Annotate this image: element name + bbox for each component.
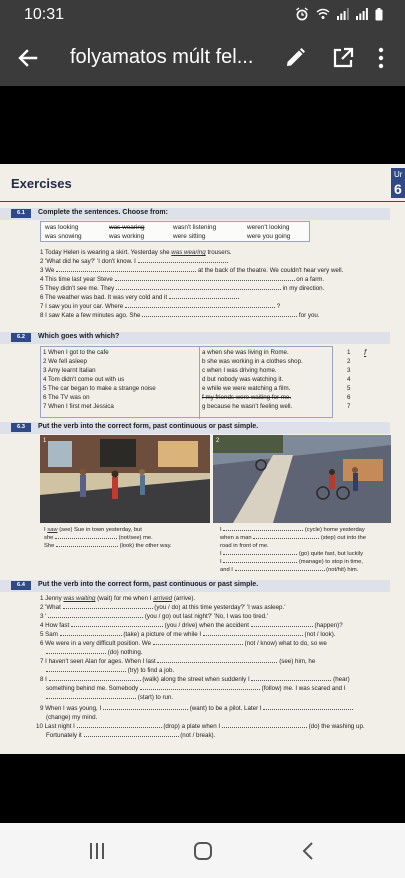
section-title: Which goes with which? [38, 333, 120, 340]
picture-number: 1 [43, 438, 47, 444]
file-title: folyamatos múlt fel... [70, 46, 254, 68]
home-icon[interactable] [192, 840, 214, 862]
line-text: (hear) [333, 676, 350, 683]
exercise-line [46, 685, 346, 692]
section-6-1-header [11, 209, 391, 219]
line-text: 8 I saw Kate a few minutes ago. She [40, 312, 141, 319]
section-6-2-header [11, 333, 391, 343]
exercise-line [40, 640, 327, 647]
line-text: 4 How fast [40, 622, 70, 629]
answer-number: 1 [347, 349, 351, 356]
unit-number: 6 [394, 181, 402, 197]
answer-blank [125, 307, 275, 308]
line-text: (see) him, he [279, 658, 316, 665]
match-left-item: 6 The TV was on [43, 394, 90, 401]
line-text: (take) a picture of me while I [123, 631, 202, 638]
line-text: at the back of the theatre. We couldn't hear very well. [197, 267, 344, 274]
unit-label: Ur [394, 170, 403, 179]
line-text: (happen)? [314, 622, 343, 629]
answer-blank [46, 671, 126, 672]
match-right-item: e while we were watching a film. [202, 385, 291, 392]
exercise-line [40, 595, 195, 602]
handwritten-answer: saw [47, 527, 58, 533]
line-text: 1 Today Helen is wearing a skirt. Yesterday she [40, 249, 170, 256]
answer-blank [142, 316, 297, 317]
handwritten-answer: f [364, 348, 367, 357]
section-title: Put the verb into the correct form, past continuous or past simple. [38, 423, 259, 430]
nav-back-icon[interactable] [298, 840, 320, 862]
exercise-line [46, 694, 173, 701]
caption-text: (not/hit) him. [326, 567, 359, 573]
match-left-item: 3 Amy learnt Italian [43, 367, 96, 374]
line-text: on a farm. [296, 276, 325, 283]
line-text: 7 I saw you in your car. Where [40, 303, 124, 310]
caption-text: and I [220, 567, 233, 573]
line-text: 3 ' [40, 613, 47, 620]
answer-blank [56, 271, 196, 272]
line-text: 5 Sam [40, 631, 58, 638]
caption-text: She [44, 543, 55, 549]
street-illustration-1 [40, 435, 210, 523]
section-6-4-header [11, 581, 391, 591]
caption-text: I [44, 527, 46, 533]
line-text: (drop) a plate when I [163, 723, 221, 730]
match-left-item: 1 When I got to the cafe [43, 349, 109, 356]
exercise-line [40, 276, 324, 283]
answer-blank [157, 662, 277, 663]
exercise-line [46, 649, 142, 656]
section-badge: 6.3 [11, 423, 31, 432]
answer-blank [235, 570, 325, 571]
exercise-line [40, 303, 280, 310]
answer-blank [223, 554, 297, 555]
line-text: (not / know) what to do, so we [244, 640, 327, 647]
exercise-line [46, 714, 97, 721]
recents-icon[interactable] [86, 840, 108, 862]
match-right-item: c when I was driving home. [202, 367, 277, 374]
pencil-icon[interactable] [283, 46, 307, 70]
column-divider [199, 347, 200, 419]
answer-blank [103, 709, 188, 710]
choice-item: were sitting [173, 233, 206, 240]
line-text: something behind me. Somebody [46, 685, 139, 692]
exercise-line [40, 658, 315, 665]
line-text: (you / go) out last night?' 'No, I was too tired.' [144, 613, 269, 620]
match-right-item: b she was working in a clothes shop. [202, 358, 303, 365]
line-text: (do) the washing up. [308, 723, 365, 730]
answer-blank [63, 608, 153, 609]
handwritten-answer: was waiting [63, 595, 96, 602]
answer-blank [223, 562, 297, 563]
match-left-item: 7 When I first met Jessica [43, 403, 114, 410]
line-text: 4 This time last year Steve [40, 276, 113, 283]
answer-number: 2 [347, 358, 351, 365]
match-left-item: 5 The car began to make a strange noise [43, 385, 156, 392]
answer-blank [251, 680, 331, 681]
line-text: (wait) for me when I [97, 595, 152, 602]
caption-text: (look) the other way. [119, 543, 172, 549]
answer-blank [263, 709, 353, 710]
answer-blank [251, 626, 313, 627]
page-heading: Exercises [11, 176, 72, 191]
line-text: Fortunately it [46, 732, 82, 739]
answer-blank [253, 538, 319, 539]
exercise-line [40, 294, 239, 301]
answer-blank [48, 617, 143, 618]
choice-item: wasn't listening [173, 224, 217, 231]
exercise-line [36, 723, 365, 730]
line-text: (not / break). [180, 732, 216, 739]
line-text: 6 We were in a very difficult position. We [40, 640, 152, 647]
caption-text: I [220, 551, 222, 557]
line-text: (you / drive) when the accident [164, 622, 249, 629]
answer-number: 4 [347, 376, 351, 383]
caption-text: (not/see) me. [118, 535, 153, 541]
line-text: 6 The weather was bad. It was very cold and it [40, 294, 168, 301]
answer-blank [84, 736, 179, 737]
choice-item: weren't looking [247, 224, 290, 231]
line-text: (do) nothing. [107, 649, 143, 656]
alarm-icon [295, 7, 309, 21]
answer-blank [56, 546, 118, 547]
caption-text: when a man [220, 535, 252, 541]
exercise-line [40, 312, 320, 319]
exercise-line [40, 622, 343, 629]
status-time: 10:31 [24, 6, 65, 23]
choice-item: was snowing [45, 233, 82, 240]
answer-blank [222, 727, 307, 728]
line-text: 7 I haven't seen Alan for ages. When I last [40, 658, 156, 665]
exercise-line [40, 705, 353, 712]
exercise-line [40, 285, 324, 292]
choice-item: was working [109, 233, 145, 240]
exercise-line [46, 667, 174, 674]
exercise-line [40, 267, 343, 274]
caption-text: (cycle) home yesterday [304, 527, 365, 533]
answer-blank [116, 289, 281, 290]
answer-blank [140, 689, 260, 690]
line-text: in my direction. [282, 285, 325, 292]
app-bar [0, 30, 405, 86]
exercise-line [46, 732, 215, 739]
exercise-line [40, 631, 336, 638]
match-right-item: d but nobody was watching it. [202, 376, 284, 383]
exercise-line [40, 258, 228, 265]
choice-item: was wearing [109, 224, 145, 231]
line-text: (not / look). [304, 631, 336, 638]
caption-text: (go) quite fast, but luckily [298, 551, 363, 557]
answer-blank [55, 538, 117, 539]
section-badge: 6.1 [11, 209, 31, 218]
status-icons [295, 7, 383, 21]
book-page [0, 164, 405, 754]
answer-blank [46, 653, 106, 654]
answer-number: 5 [347, 385, 351, 392]
caption-text: (step) out into the [320, 535, 366, 541]
line-text: 10 Last night I [36, 723, 75, 730]
line-text: (want) to be a pilot. Later I [189, 705, 262, 712]
wifi-icon [316, 8, 330, 20]
exercise-line [40, 613, 268, 620]
line-text: (walk) along the street when suddenly I [142, 676, 250, 683]
match-right-item: g because he wasn't feeling well. [202, 403, 293, 410]
answer-number: 7 [347, 403, 351, 410]
answer-blank [203, 635, 303, 636]
document-photo[interactable] [0, 86, 405, 823]
divider [0, 201, 405, 202]
system-nav-bar [0, 823, 405, 878]
handwritten-answer: arrived [153, 595, 173, 602]
open-external-icon[interactable] [331, 46, 355, 70]
answer-blank [49, 680, 141, 681]
street-illustration-2 [213, 435, 391, 523]
answer-blank [223, 530, 303, 531]
choice-item: was looking [45, 224, 79, 231]
line-text: 2 'What did he say?' 'I don't know. I [40, 258, 136, 265]
line-text: 2 'What [40, 604, 61, 611]
line-text: (follow) me. I was scared and I [261, 685, 346, 692]
exercise-line [40, 249, 232, 256]
match-left-item: 4 Tom didn't come out with us [43, 376, 125, 383]
line-text: 1 Jenny [40, 595, 62, 602]
picture-number: 2 [216, 438, 220, 444]
exercise-line [40, 604, 285, 611]
answer-number: 3 [347, 367, 351, 374]
section-badge: 6.2 [11, 333, 31, 342]
answer-blank [71, 626, 163, 627]
answer-blank [77, 727, 162, 728]
caption-text: road in front of me. [220, 543, 269, 549]
line-text: 9 When I was young, I [40, 705, 102, 712]
line-text: 8 I [40, 676, 47, 683]
match-right-item: f my friends were waiting for me. [202, 394, 292, 401]
caption-text: (manage) to stop in time, [298, 559, 363, 565]
line-text: (start) to run. [137, 694, 174, 701]
signal-icon [337, 8, 349, 20]
word-choices-box [40, 221, 310, 242]
handwritten-answer: was wearing [171, 249, 206, 256]
answer-blank [153, 644, 243, 645]
answer-number: 6 [347, 394, 351, 401]
line-text: 3 We [40, 267, 55, 274]
back-arrow-icon[interactable] [14, 44, 42, 72]
match-right-item: a when she was living in Rome. [202, 349, 289, 356]
more-vert-icon[interactable] [376, 46, 386, 70]
caption-text: she [44, 535, 54, 541]
unit-tab [391, 168, 405, 198]
answer-blank [46, 698, 136, 699]
line-text: for you. [298, 312, 320, 319]
caption-text: I [220, 559, 222, 565]
line-text: 5 They didn't see me. They [40, 285, 115, 292]
section-title: Put the verb into the correct form, past continuous or past simple. [38, 581, 259, 588]
match-left-item: 2 We fell asleep [43, 358, 87, 365]
exercise-line [40, 676, 350, 683]
section-badge: 6.4 [11, 581, 31, 590]
answer-blank [138, 262, 228, 263]
answer-blank [169, 298, 239, 299]
section-6-3-header [11, 423, 391, 433]
caption-text: I [220, 527, 222, 533]
line-text: (you / do) at this time yesterday?' 'I was asleep.' [154, 604, 286, 611]
line-text: (change) my mind. [46, 714, 98, 721]
battery-icon [375, 8, 383, 21]
answer-blank [60, 635, 122, 636]
caption-text: (see) Sue in town yesterday, but [59, 527, 142, 533]
line-text: (try) to find a job. [127, 667, 175, 674]
line-text: trousers. [207, 249, 232, 256]
status-bar [0, 0, 405, 30]
line-text: (arrive). [173, 595, 196, 602]
answer-blank [115, 280, 295, 281]
choice-item: were you going [247, 233, 291, 240]
signal-2-icon [356, 8, 368, 20]
line-text: ? [276, 303, 281, 310]
section-title: Complete the sentences. Choose from: [38, 209, 168, 216]
